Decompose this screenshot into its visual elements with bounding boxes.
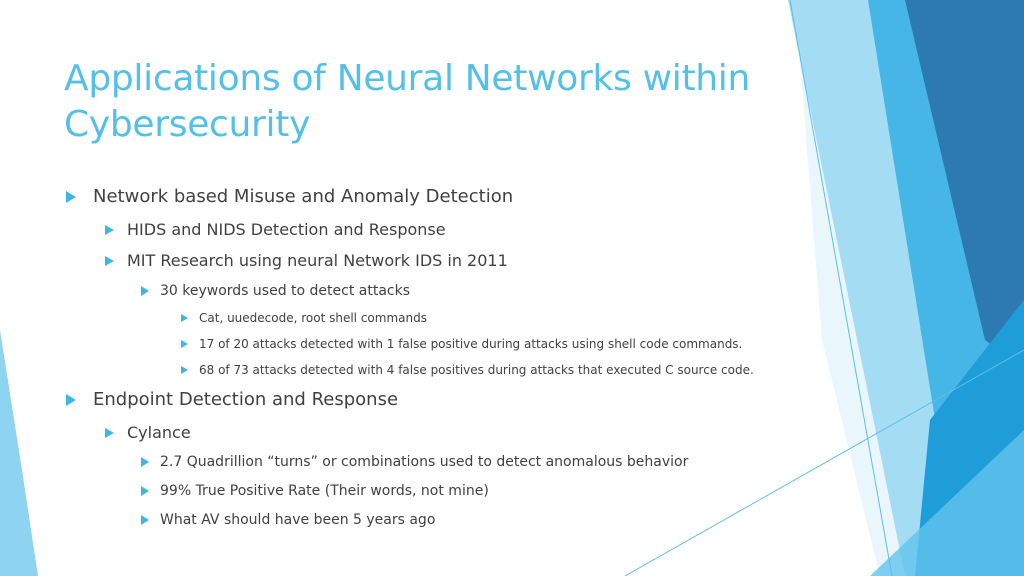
bullet-item bbox=[199, 362, 754, 378]
bullet-text: What AV should have been 5 years ago bbox=[160, 512, 436, 528]
bullet-arrow-icon bbox=[141, 486, 149, 496]
bullet-text: Endpoint Detection and Response bbox=[93, 389, 399, 410]
bullet-item bbox=[160, 453, 688, 471]
bullet-arrow-icon bbox=[181, 314, 188, 322]
bullet-item bbox=[127, 423, 191, 443]
bullet-arrow-icon bbox=[66, 394, 76, 406]
bullet-item bbox=[93, 186, 513, 208]
bullet-item bbox=[127, 251, 508, 271]
bullet-arrow-icon bbox=[181, 340, 188, 348]
bullet-text: Cylance bbox=[127, 423, 191, 442]
bullet-text: 68 of 73 attacks detected with 4 false positives during attacks that executed C source code. bbox=[199, 363, 754, 377]
bullet-text: MIT Research using neural Network IDS in 2011 bbox=[127, 251, 508, 270]
bullet-item bbox=[199, 336, 742, 352]
bullet-item bbox=[127, 220, 446, 240]
slide-title: Applications of Neural Networks within Cybersecurity bbox=[64, 58, 750, 145]
bullet-arrow-icon bbox=[141, 286, 149, 296]
bullet-arrow-icon bbox=[66, 191, 76, 203]
bullet-item bbox=[160, 511, 435, 529]
bullet-arrow-icon bbox=[141, 457, 149, 467]
bullet-text: HIDS and NIDS Detection and Response bbox=[127, 220, 446, 239]
bullet-arrow-icon bbox=[105, 428, 114, 438]
bullet-text: 17 of 20 attacks detected with 1 false positive during attacks using shell code commands. bbox=[199, 337, 743, 351]
bullet-text: 30 keywords used to detect attacks bbox=[160, 283, 411, 299]
bullet-arrow-icon bbox=[181, 366, 188, 374]
bullet-arrow-icon bbox=[105, 225, 114, 235]
bullet-item bbox=[160, 482, 489, 500]
bullet-arrow-icon bbox=[105, 256, 114, 266]
bullet-arrow-icon bbox=[141, 515, 149, 525]
bullet-item bbox=[93, 389, 398, 411]
left-edge-shape bbox=[0, 330, 38, 576]
bullet-text: Network based Misuse and Anomaly Detection bbox=[93, 186, 514, 207]
bullet-text: 2.7 Quadrillion “turns” or combinations used to detect anomalous behavior bbox=[160, 454, 689, 470]
bullet-text: 99% True Positive Rate (Their words, not mine) bbox=[160, 483, 489, 499]
bullet-item bbox=[199, 310, 427, 326]
bullet-item bbox=[160, 282, 410, 300]
bullet-text: Cat, uuedecode, root shell commands bbox=[199, 311, 427, 325]
